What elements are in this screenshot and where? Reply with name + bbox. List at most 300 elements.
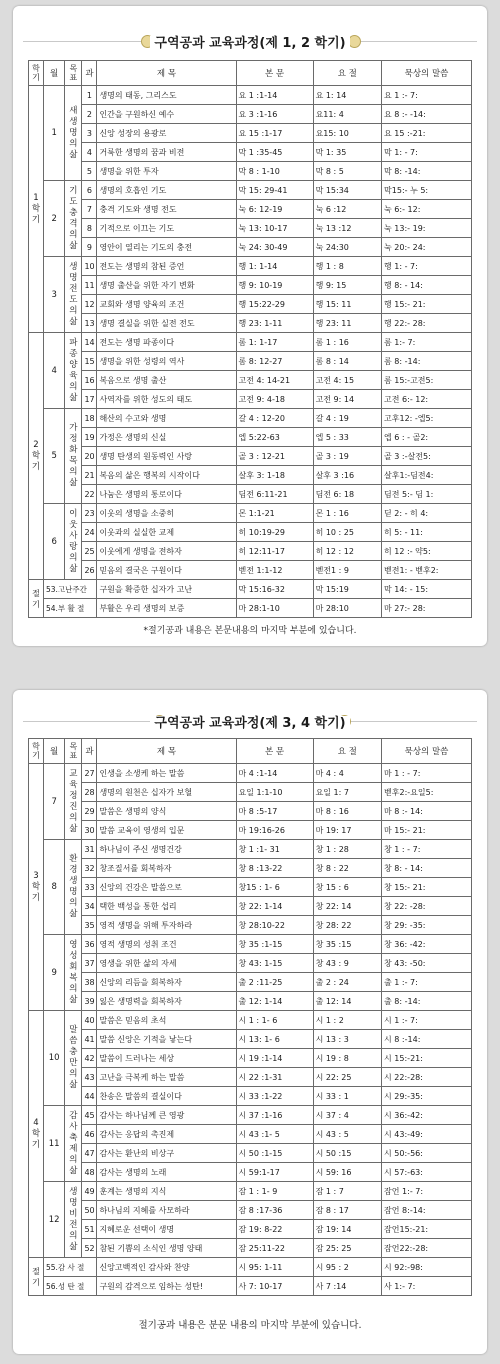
semester-label	[31, 871, 41, 904]
lesson-topic: 훈계는 생명의 지식	[97, 1182, 236, 1201]
lesson-meditation: 출 8: -14:	[382, 992, 472, 1011]
lesson-number: 15	[82, 352, 97, 371]
lesson-text: 마 4 :1-14	[236, 764, 313, 783]
curriculum-card-1	[13, 6, 487, 646]
vertical-char: 절	[32, 588, 40, 598]
lesson-verse: 행 15: 11	[313, 295, 381, 314]
lesson-text: 창 1 :1- 31	[236, 840, 313, 859]
vertical-char: 의	[69, 1154, 78, 1165]
vertical-char: 기	[31, 461, 41, 472]
lesson-text: 출 2 :11-25	[236, 973, 313, 992]
lesson-meditation: 막 1: - 7:	[382, 143, 472, 162]
vertical-char: 영	[69, 939, 78, 950]
lesson-number: 44	[82, 1087, 97, 1106]
lesson-verse: 요11: 4	[313, 105, 381, 124]
lesson-verse: 출 2 : 24	[313, 973, 381, 992]
lesson-verse: 창 22: 14	[313, 897, 381, 916]
lesson-verse: 막 15:34	[313, 181, 381, 200]
lesson-verse: 고전 9: 14	[313, 390, 381, 409]
lesson-verse: 살후 3 :16	[313, 466, 381, 485]
lesson-topic: 말씀 교육이 영생의 입문	[97, 821, 236, 840]
lesson-number: 45	[82, 1106, 97, 1125]
vertical-char: 삶	[69, 1241, 78, 1252]
lesson-topic: 감사는 환난의 비상구	[97, 1144, 236, 1163]
lesson-number: 29	[82, 802, 97, 821]
header-meditation: 묵상의 말씀	[382, 739, 472, 764]
lesson-meditation: 창 15:- 21:	[382, 878, 472, 897]
lesson-meditation: 벧후2:-요일5:	[382, 783, 472, 802]
lesson-number: 24	[82, 523, 97, 542]
lesson-row	[29, 859, 472, 878]
special-name: 53.고난주간	[43, 580, 96, 599]
vertical-char: 경	[69, 865, 78, 875]
lesson-number: 6	[82, 181, 97, 200]
lesson-text: 창 28:10-22	[236, 916, 313, 935]
month-cell: 1	[43, 86, 64, 181]
vertical-char: 새	[69, 105, 78, 116]
month-cell: 4	[43, 333, 64, 409]
lesson-number: 21	[82, 466, 97, 485]
lesson-number: 17	[82, 390, 97, 409]
lesson-verse: 요15: 10	[313, 124, 381, 143]
lesson-row	[29, 802, 472, 821]
lesson-row	[29, 276, 472, 295]
lesson-text: 잠 8 :17-36	[236, 1201, 313, 1220]
curriculum-table	[28, 738, 472, 1296]
lesson-topic: 이웃과의 실실한 교제	[97, 523, 236, 542]
title-row	[13, 22, 487, 62]
vertical-char: 의	[69, 305, 78, 316]
vertical-char: 제	[69, 1143, 78, 1154]
lesson-verse: 시 19 : 8	[313, 1049, 381, 1068]
lesson-verse: 창 35 :15	[313, 935, 381, 954]
lesson-row	[29, 897, 472, 916]
vertical-char: 환	[69, 854, 78, 864]
vertical-char: 생	[69, 116, 78, 127]
vertical-char: 삶	[69, 563, 78, 574]
vertical-char: 웃	[69, 519, 78, 530]
lesson-number: 14	[82, 333, 97, 352]
lesson-meditation: 잠언 8:-14:	[382, 1201, 472, 1220]
lesson-topic: 영생을 위한 삶의 자세	[97, 954, 236, 973]
lesson-verse: 딤전 6: 18	[313, 485, 381, 504]
special-verse: 마 28:10	[313, 599, 381, 618]
lesson-verse: 롬 8 : 14	[313, 352, 381, 371]
lesson-verse: 히 10 : 25	[313, 523, 381, 542]
lesson-row	[29, 219, 472, 238]
lesson-text: 히 10:19-29	[236, 523, 313, 542]
vertical-char: 도	[69, 294, 78, 305]
special-meditation: 마 27:- 28:	[382, 599, 472, 618]
curriculum-card-2	[13, 690, 487, 1354]
lesson-row	[29, 86, 472, 105]
goal-cell	[65, 1182, 82, 1258]
lesson-verse: 롬 1 : 16	[313, 333, 381, 352]
lesson-row	[29, 409, 472, 428]
special-label	[29, 1258, 44, 1296]
month-cell: 8	[43, 840, 64, 935]
lesson-meditation: 시 43:-49:	[382, 1125, 472, 1144]
lesson-meditation: 행 22:- 28:	[382, 314, 472, 333]
lesson-topic: 기적으로 이끄는 기도	[97, 219, 236, 238]
lesson-text: 롬 1: 1-17	[236, 333, 313, 352]
lesson-meditation: 고후12: -엡5:	[382, 409, 472, 428]
lesson-text: 시 13: 1- 6	[236, 1030, 313, 1049]
vertical-char: 삶	[69, 392, 78, 403]
lesson-topic: 말씀은 믿음의 초석	[97, 1011, 236, 1030]
vertical-char: 명	[69, 272, 78, 283]
header-semester: 학기	[29, 61, 44, 86]
month-cell: 11	[43, 1106, 64, 1182]
lesson-topic: 말씀 신앙은 기적을 낳는다	[97, 1030, 236, 1049]
vertical-char: 학	[31, 450, 41, 461]
goal-cell	[65, 257, 82, 333]
lesson-number: 12	[82, 295, 97, 314]
special-meditation: 막 14: - 15:	[382, 580, 472, 599]
vertical-char: 학	[31, 1128, 41, 1139]
curriculum-table	[28, 60, 472, 618]
header-verse: 요 절	[313, 739, 381, 764]
lesson-verse: 잠 1 : 7	[313, 1182, 381, 1201]
lesson-text: 잠 25:11-22	[236, 1239, 313, 1258]
lesson-verse: 엡 5 : 33	[313, 428, 381, 447]
lesson-topic: 나눔은 생명의 통로이다	[97, 485, 236, 504]
vertical-char: 축	[69, 1132, 78, 1143]
lesson-number: 34	[82, 897, 97, 916]
lesson-number: 26	[82, 561, 97, 580]
lesson-text: 행 23: 1-11	[236, 314, 313, 333]
lesson-number: 27	[82, 764, 97, 783]
lesson-meditation: 눅 20:- 24:	[382, 238, 472, 257]
vertical-char: 의	[69, 983, 78, 994]
lesson-verse: 행 23: 11	[313, 314, 381, 333]
special-verse: 사 7 :14	[313, 1277, 381, 1296]
header-text: 본 문	[236, 739, 313, 764]
goal-cell	[65, 333, 82, 409]
lesson-number: 7	[82, 200, 97, 219]
lesson-verse: 마 19: 17	[313, 821, 381, 840]
lesson-text: 시 1 : 1- 6	[236, 1011, 313, 1030]
lesson-number: 23	[82, 504, 97, 523]
lesson-row	[29, 1182, 472, 1201]
vertical-char: 2	[33, 439, 39, 450]
lesson-text: 요 1 :1-14	[236, 86, 313, 105]
vertical-char: 가	[69, 423, 78, 433]
lesson-topic: 창조질서를 회복하자	[97, 859, 236, 878]
lesson-meditation: 막15:- 누 5:	[382, 181, 472, 200]
lesson-meditation: 눅 6:- 12:	[382, 200, 472, 219]
lesson-meditation: 롬 1:- 7:	[382, 333, 472, 352]
lesson-row	[29, 466, 472, 485]
lesson-topic: 생명을 위한 투자	[97, 162, 236, 181]
vertical-char: 육	[69, 779, 78, 790]
vertical-char: 기	[31, 892, 41, 903]
vertical-char: 학	[31, 203, 41, 214]
lesson-topic: 전도는 생명의 참된 증언	[97, 257, 236, 276]
vertical-char: 목	[69, 456, 78, 466]
special-topic: 부활은 우리 생명의 보증	[97, 599, 236, 618]
lesson-text: 롬 8: 12-27	[236, 352, 313, 371]
lesson-row	[29, 333, 472, 352]
month-cell: 10	[43, 1011, 64, 1106]
special-verse: 막 15:19	[313, 580, 381, 599]
lesson-number: 31	[82, 840, 97, 859]
lesson-row	[29, 1030, 472, 1049]
header-month: 월	[43, 739, 64, 764]
lesson-number: 28	[82, 783, 97, 802]
lesson-topic: 택한 백성을 통한 섭리	[97, 897, 236, 916]
lesson-topic: 말씀이 드러나는 세상	[97, 1049, 236, 1068]
lesson-meditation: 요 1 :- 7:	[382, 86, 472, 105]
lesson-row	[29, 916, 472, 935]
lesson-meditation: 잠언22:-28:	[382, 1239, 472, 1258]
vertical-char: 학	[31, 881, 41, 892]
lesson-verse: 시 33 : 1	[313, 1087, 381, 1106]
lesson-topic: 생명의 원천은 십자가 보혈	[97, 783, 236, 802]
vertical-char: 충	[69, 1047, 78, 1057]
lesson-meditation: 골 3 :-살전5:	[382, 447, 472, 466]
special-topic: 신앙고백적인 감사와 찬양	[97, 1258, 236, 1277]
special-text: 마 28:1-10	[236, 599, 313, 618]
lesson-number: 33	[82, 878, 97, 897]
lesson-meditation: 딤전 5:- 딤 1:	[382, 485, 472, 504]
lesson-topic: 충격 기도와 생명 전도	[97, 200, 236, 219]
header-lesson: 과	[82, 739, 97, 764]
lesson-text: 창 35 :1-15	[236, 935, 313, 954]
vertical-char: 생	[69, 876, 78, 886]
lesson-text: 막 8 : 1-10	[236, 162, 313, 181]
lesson-topic: 잃은 생명력을 회복하자	[97, 992, 236, 1011]
lesson-verse: 히 12 : 12	[313, 542, 381, 561]
lesson-text: 막 15: 29-41	[236, 181, 313, 200]
lesson-verse: 창 43 : 9	[313, 954, 381, 973]
lesson-meditation: 엡 6 : - 골2:	[382, 428, 472, 447]
goal-cell	[65, 764, 82, 840]
lesson-text: 잠 1 : 1- 9	[236, 1182, 313, 1201]
lesson-topic: 생명 탄생의 원동력인 사랑	[97, 447, 236, 466]
lesson-meditation: 요 8 :- -14:	[382, 105, 472, 124]
lesson-meditation: 창 22: -28:	[382, 897, 472, 916]
lesson-topic: 고난을 극복케 하는 말씀	[97, 1068, 236, 1087]
vertical-char: 의	[69, 1069, 78, 1079]
lesson-row	[29, 447, 472, 466]
table-title: 구역공과 교육과정(제 1, 2 학기)	[13, 32, 487, 51]
lesson-number: 42	[82, 1049, 97, 1068]
lesson-verse: 갈 4 : 19	[313, 409, 381, 428]
semester-cell	[29, 333, 44, 580]
lesson-topic: 감사는 하나님께 큰 영광	[97, 1106, 236, 1125]
lesson-text: 마 19:16-26	[236, 821, 313, 840]
lesson-number: 10	[82, 257, 97, 276]
vertical-char: 이	[69, 508, 78, 519]
lesson-text: 시 43 :1- 5	[236, 1125, 313, 1144]
table-title: 구역공과 교육과정(제 3, 4 학기)	[13, 712, 487, 731]
vertical-char: 정	[69, 790, 78, 801]
lesson-text: 눅 24: 30-49	[236, 238, 313, 257]
vertical-char: 생	[69, 1186, 78, 1197]
lesson-text: 행 9: 10-19	[236, 276, 313, 295]
lesson-row	[29, 428, 472, 447]
month-cell: 9	[43, 935, 64, 1011]
lesson-text: 요 15 :1-17	[236, 124, 313, 143]
lesson-number: 20	[82, 447, 97, 466]
goal-cell	[65, 409, 82, 504]
goal-cell	[65, 86, 82, 181]
lesson-row	[29, 1163, 472, 1182]
lesson-verse: 눅 24:30	[313, 238, 381, 257]
lesson-text: 눅 6: 12-19	[236, 200, 313, 219]
lesson-row	[29, 124, 472, 143]
month-cell: 7	[43, 764, 64, 840]
lesson-text: 딤전 6:11-21	[236, 485, 313, 504]
month-cell: 6	[43, 504, 64, 580]
lesson-number: 5	[82, 162, 97, 181]
header-month: 월	[43, 61, 64, 86]
vertical-char: 사	[69, 530, 78, 541]
header-row	[29, 61, 472, 86]
month-cell: 5	[43, 409, 64, 504]
vertical-char: 감	[69, 1110, 78, 1121]
lesson-text: 잠 19: 8-22	[236, 1220, 313, 1239]
lesson-topic: 교회와 생명 양육의 조건	[97, 295, 236, 314]
vertical-char: 삶	[69, 316, 78, 327]
lesson-row	[29, 1125, 472, 1144]
lesson-row	[29, 954, 472, 973]
lesson-number: 51	[82, 1220, 97, 1239]
semester-label	[31, 440, 41, 473]
lesson-number: 2	[82, 105, 97, 124]
lesson-verse: 창 15 : 6	[313, 878, 381, 897]
vertical-char: 삶	[69, 478, 78, 488]
vertical-char: 의	[69, 467, 78, 477]
lesson-verse: 행 1 : 8	[313, 257, 381, 276]
lesson-number: 8	[82, 219, 97, 238]
lesson-meditation: 벧전1: - 벧후2:	[382, 561, 472, 580]
lesson-row	[29, 1220, 472, 1239]
lesson-number: 38	[82, 973, 97, 992]
lesson-text: 마 8 :5-17	[236, 802, 313, 821]
lesson-verse: 행 9: 15	[313, 276, 381, 295]
lesson-number: 3	[82, 124, 97, 143]
lesson-row	[29, 1068, 472, 1087]
lesson-number: 19	[82, 428, 97, 447]
vertical-char: 명	[69, 127, 78, 138]
lesson-topic: 지혜로운 선택이 생명	[97, 1220, 236, 1239]
vertical-char: 절	[32, 1266, 40, 1276]
month-cell: 2	[43, 181, 64, 257]
lesson-meditation: 잠언 1:- 7:	[382, 1182, 472, 1201]
lesson-topic: 가정은 생명의 신실	[97, 428, 236, 447]
lesson-topic: 거룩한 생명의 꿈과 비전	[97, 143, 236, 162]
lesson-text: 시 50 :1-15	[236, 1144, 313, 1163]
goal-cell	[65, 1011, 82, 1106]
vertical-char: 삶	[69, 1165, 78, 1176]
lesson-verse: 창 8 : 22	[313, 859, 381, 878]
header-verse: 요 절	[313, 61, 381, 86]
lesson-topic: 전도는 생명 파종이다	[97, 333, 236, 352]
lesson-row	[29, 295, 472, 314]
lesson-topic: 영적 생명을 위해 투자하라	[97, 916, 236, 935]
lesson-topic: 인간을 구원하신 예수	[97, 105, 236, 124]
special-text: 막 15:16-32	[236, 580, 313, 599]
special-verse: 시 95 : 2	[313, 1258, 381, 1277]
lesson-row	[29, 143, 472, 162]
lesson-topic: 찬송은 말씀의 결실이다	[97, 1087, 236, 1106]
lesson-text: 히 12:11-17	[236, 542, 313, 561]
lesson-text: 시 19 :1-14	[236, 1049, 313, 1068]
title-row	[13, 702, 487, 742]
lesson-verse: 시 22: 25	[313, 1068, 381, 1087]
lesson-topic: 영적 생명의 성취 조건	[97, 935, 236, 954]
lesson-topic: 이웃의 생명을 소중히	[97, 504, 236, 523]
header-topic: 제 목	[97, 739, 236, 764]
lesson-number: 47	[82, 1144, 97, 1163]
vertical-char: 비	[69, 1208, 78, 1219]
vertical-char: 씀	[69, 1036, 78, 1046]
lesson-number: 36	[82, 935, 97, 954]
vertical-char: 삶	[69, 149, 78, 160]
special-name: 54.부 활 절	[43, 599, 96, 618]
lesson-meditation: 마 8 :- 14:	[382, 802, 472, 821]
lesson-meditation: 마 15:- 21:	[382, 821, 472, 840]
lesson-number: 39	[82, 992, 97, 1011]
vertical-char: 의	[69, 898, 78, 908]
special-text: 시 95: 1-11	[236, 1258, 313, 1277]
lesson-row	[29, 523, 472, 542]
lesson-verse: 벧전1 : 9	[313, 561, 381, 580]
special-label	[29, 580, 44, 618]
semester-label	[31, 193, 41, 226]
lesson-meditation: 롬 8: -14:	[382, 352, 472, 371]
lesson-verse: 막 1: 35	[313, 143, 381, 162]
lesson-text: 요일 1:1-10	[236, 783, 313, 802]
lesson-topic: 생명의 호흡인 기도	[97, 181, 236, 200]
lesson-topic: 믿음의 결국은 구원이다	[97, 561, 236, 580]
lesson-number: 16	[82, 371, 97, 390]
month-cell: 3	[43, 257, 64, 333]
special-name: 55.감 사 절	[43, 1258, 96, 1277]
lesson-row	[29, 181, 472, 200]
lesson-meditation: 히 5: - 11:	[382, 523, 472, 542]
lesson-row	[29, 840, 472, 859]
lesson-topic: 복음의 삶은 행복의 시작이다	[97, 466, 236, 485]
lesson-topic: 생명 결실을 위한 실전 전도	[97, 314, 236, 333]
vertical-char: 명	[69, 1197, 78, 1208]
lesson-topic: 복음으로 생명 출산	[97, 371, 236, 390]
special-meditation: 시 92:-98:	[382, 1258, 472, 1277]
lesson-number: 52	[82, 1239, 97, 1258]
lesson-meditation: 딛 2: - 히 4:	[382, 504, 472, 523]
lesson-topic: 생명을 위한 성령의 역사	[97, 352, 236, 371]
lesson-meditation: 요 15 :-21:	[382, 124, 472, 143]
lesson-number: 50	[82, 1201, 97, 1220]
vertical-char: 성	[69, 950, 78, 961]
lesson-meditation: 시 1 :- 7:	[382, 1011, 472, 1030]
vertical-char: 종	[69, 348, 78, 359]
goal-cell	[65, 181, 82, 257]
lesson-text: 출 12: 1-14	[236, 992, 313, 1011]
vertical-char: 생	[69, 261, 78, 272]
lesson-verse: 창 28: 22	[313, 916, 381, 935]
lesson-number: 22	[82, 485, 97, 504]
header-meditation: 묵상의 말씀	[382, 61, 472, 86]
lesson-topic: 참된 기쁨의 소식인 생명 양태	[97, 1239, 236, 1258]
lesson-row	[29, 561, 472, 580]
lesson-topic: 신앙의 리듬을 회복하자	[97, 973, 236, 992]
goal-cell	[65, 504, 82, 580]
lesson-meditation: 창 36: -42:	[382, 935, 472, 954]
lesson-meditation: 창 43: -50:	[382, 954, 472, 973]
